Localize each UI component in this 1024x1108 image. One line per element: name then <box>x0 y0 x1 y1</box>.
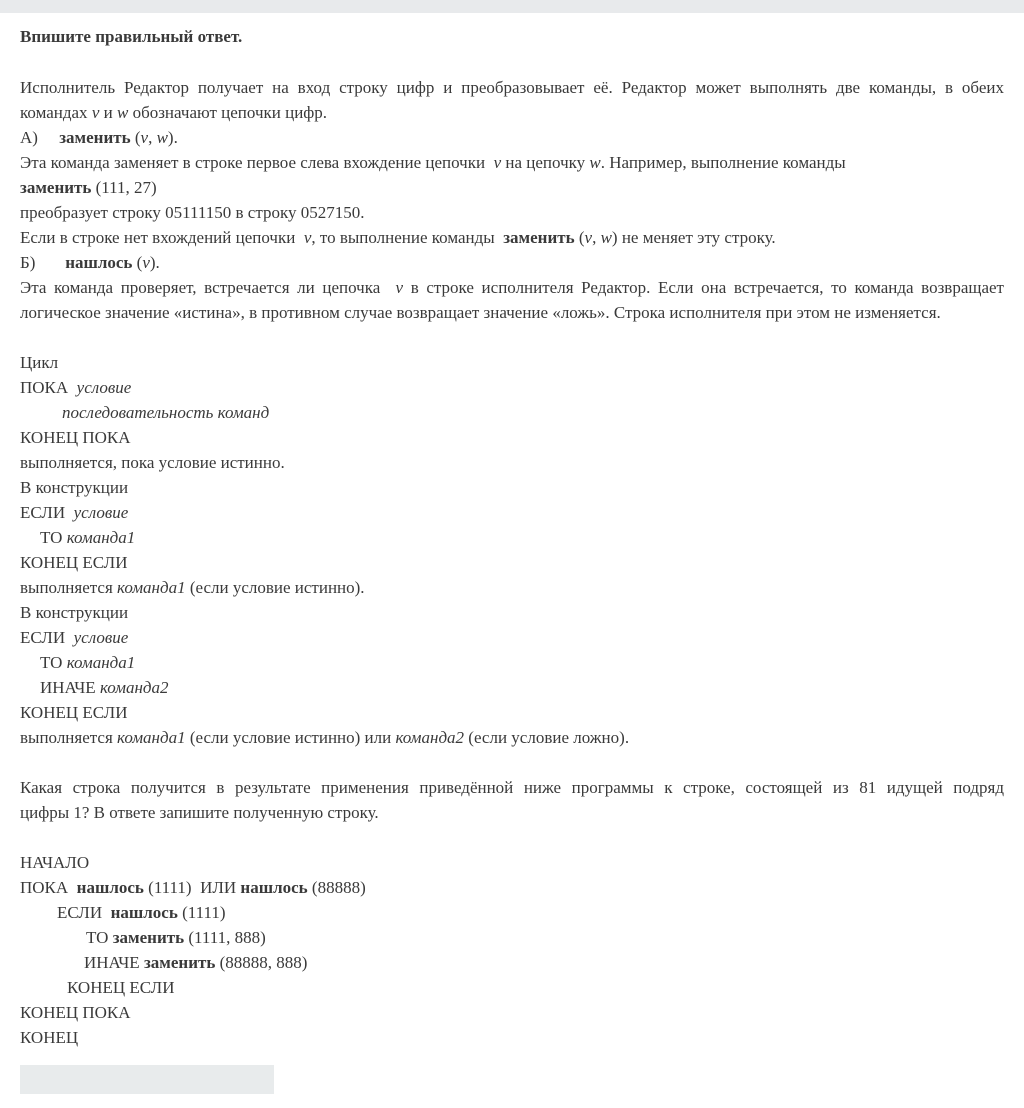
text-line <box>20 775 1004 800</box>
text-line <box>20 700 1004 725</box>
text-run: нашлось <box>65 253 133 272</box>
text-run: ИНАЧЕ <box>84 953 144 972</box>
text-run: заменить <box>112 928 185 947</box>
text-run: , то выполнение команды <box>311 228 504 247</box>
text-run: v <box>493 153 502 172</box>
text-run: ТО <box>40 653 67 672</box>
text-line <box>20 525 1004 550</box>
text-run: ЕСЛИ <box>20 628 74 647</box>
text-run: преобразует строку 05111150 в строку 0527150. <box>20 203 365 222</box>
text-run: заменить <box>503 228 575 247</box>
text-run: обозначают цепочки цифр. <box>128 103 328 122</box>
text-line <box>20 475 1004 500</box>
text-run: А) <box>20 128 60 147</box>
text-line <box>20 1000 1004 1025</box>
text-line <box>20 575 1004 600</box>
text-run: (если условие истинно). <box>185 578 365 597</box>
text-run: (1111, 888) <box>184 928 266 947</box>
text-run: Исполнитель Редактор получает на вход строку цифр и преобразовывает её. Редактор может выполнять две команды, в обеих <box>20 78 1004 97</box>
text-run: выполняется <box>20 728 118 747</box>
text-run: Б) <box>20 253 66 272</box>
text-run: условие <box>73 503 129 522</box>
text-run: w <box>600 228 612 247</box>
answer-input[interactable] <box>20 1065 274 1094</box>
text-run: ПОКА <box>20 378 77 397</box>
text-line <box>20 250 1004 275</box>
text-run: КОНЕЦ ЕСЛИ <box>67 978 175 997</box>
text-run: (111, 27) <box>91 178 157 197</box>
text-line <box>20 900 1004 925</box>
top-bar <box>0 0 1024 13</box>
text-line <box>20 550 1004 575</box>
text-run: команда1 <box>66 528 136 547</box>
text-line <box>20 275 1004 300</box>
text-run: ЕСЛИ <box>57 903 111 922</box>
text-run: w <box>156 128 168 147</box>
text-run: w <box>589 153 601 172</box>
text-run: команда2 <box>99 678 169 697</box>
text-run: Если в строке нет вхождений цепочки <box>20 228 304 247</box>
text-run: Эта команда проверяет, встречается ли цепочка <box>20 278 396 297</box>
text-run: (если условие ложно). <box>464 728 630 747</box>
text-run: команда1 <box>117 728 186 747</box>
text-run: ПОКА <box>20 878 77 897</box>
text-run: нашлось <box>240 878 308 897</box>
text-run: КОНЕЦ ПОКА <box>20 428 131 447</box>
text-line <box>20 400 1004 425</box>
text-line <box>20 875 1004 900</box>
text-run: заменить <box>143 953 216 972</box>
text-run: выполняется, пока условие истинно. <box>20 453 285 472</box>
blank-line <box>20 750 1004 775</box>
text-line <box>20 300 1004 325</box>
text-run: (88888, 888) <box>215 953 308 972</box>
text-run: v <box>140 128 149 147</box>
text-run: команда1 <box>66 653 136 672</box>
text-run: ). <box>167 128 178 147</box>
text-run: на цепочку <box>501 153 590 172</box>
text-run: ТО <box>86 928 113 947</box>
text-line <box>20 975 1004 1000</box>
text-line <box>20 200 1004 225</box>
task-text <box>20 75 1004 1050</box>
task-title: Впишите правильный ответ. <box>20 27 243 46</box>
text-run: ) не меняет эту строку. <box>611 228 776 247</box>
text-run: . Например, выполнение команды <box>600 153 846 172</box>
text-run: заменить <box>20 178 92 197</box>
text-run: ЕСЛИ <box>20 503 74 522</box>
text-line <box>20 75 1004 100</box>
text-run: нашлось <box>110 903 178 922</box>
text-line <box>20 675 1004 700</box>
text-run: ИНАЧЕ <box>40 678 100 697</box>
text-run: Эта команда заменяет в строке первое слева вхождение цепочки <box>20 153 494 172</box>
text-run: КОНЕЦ <box>20 1028 79 1047</box>
text-run: v <box>395 278 404 297</box>
text-run: v <box>303 228 312 247</box>
text-run: ТО <box>40 528 67 547</box>
text-run: w <box>116 103 129 122</box>
text-line <box>20 100 1004 125</box>
text-run: ). <box>149 253 160 272</box>
text-line <box>20 1025 1004 1050</box>
text-run: v <box>142 253 150 272</box>
text-run: выполняется <box>20 578 118 597</box>
text-run: (1111) ИЛИ <box>143 878 241 897</box>
text-run: КОНЕЦ ПОКА <box>20 1003 131 1022</box>
text-run: (если условие истинно) или <box>185 728 396 747</box>
text-line <box>20 950 1004 975</box>
text-run: заменить <box>59 128 131 147</box>
text-run: условие <box>76 378 132 397</box>
text-line <box>20 500 1004 525</box>
text-line <box>20 850 1004 875</box>
text-run: (1111) <box>177 903 226 922</box>
task-content <box>0 13 1024 1094</box>
text-line <box>20 650 1004 675</box>
text-line <box>20 925 1004 950</box>
text-line <box>20 725 1004 750</box>
text-line <box>20 625 1004 650</box>
text-line <box>20 600 1004 625</box>
text-run: команда1 <box>117 578 186 597</box>
text-line <box>20 800 1004 825</box>
text-run: цифры 1? В ответе запишите полученную строку. <box>20 803 379 822</box>
text-line <box>20 375 1004 400</box>
text-run: КОНЕЦ ЕСЛИ <box>20 553 128 572</box>
text-run: v <box>91 103 100 122</box>
text-line <box>20 350 1004 375</box>
text-run: ( <box>574 228 585 247</box>
blank-line <box>20 325 1004 350</box>
text-run: КОНЕЦ ЕСЛИ <box>20 703 128 722</box>
text-run: и <box>99 103 117 122</box>
text-run: в строке исполнителя Редактор. Если она встречается, то команда возвращает <box>403 278 1004 297</box>
text-line <box>20 125 1004 150</box>
text-line <box>20 150 1004 175</box>
text-run: логическое значение «истина», в противном случае возвращает значение «ложь». Строка исполнителя при этом не изменяется. <box>20 303 941 322</box>
text-run: v <box>584 228 593 247</box>
text-run: В конструкции <box>20 603 129 622</box>
text-line <box>20 225 1004 250</box>
text-run: , <box>148 128 157 147</box>
text-run: , <box>592 228 601 247</box>
text-run: команда2 <box>395 728 465 747</box>
text-run: нашлось <box>76 878 144 897</box>
text-run: В конструкции <box>20 478 129 497</box>
text-run: Цикл <box>20 353 59 372</box>
text-run: последовательность команд <box>62 403 270 422</box>
text-run: командах <box>20 103 92 122</box>
text-line <box>20 450 1004 475</box>
text-run: ( <box>130 128 141 147</box>
text-run: условие <box>73 628 129 647</box>
text-run: Какая строка получится в результате применения приведённой ниже программы к строке, состоящей из 81 идущей подряд <box>20 778 1004 797</box>
text-run: ( <box>132 253 143 272</box>
text-line <box>20 175 1004 200</box>
text-line <box>20 425 1004 450</box>
text-run: НАЧАЛО <box>20 853 90 872</box>
text-run: (88888) <box>307 878 366 897</box>
blank-line <box>20 825 1004 850</box>
